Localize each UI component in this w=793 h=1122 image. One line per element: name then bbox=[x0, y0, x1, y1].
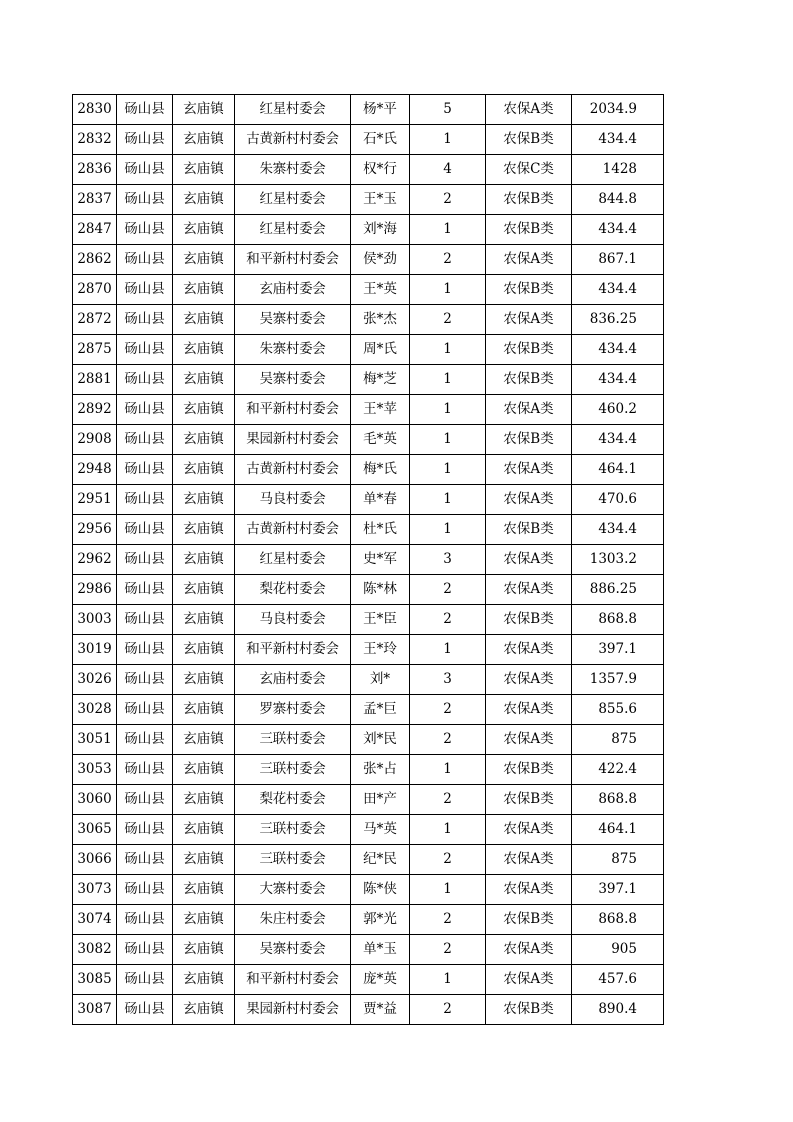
village-committee-cell: 古黄新村村委会 bbox=[235, 125, 351, 155]
village-committee-cell: 三联村委会 bbox=[235, 755, 351, 785]
table-row bbox=[73, 635, 664, 665]
amount-cell: 855.6 bbox=[572, 695, 664, 725]
county-cell: 砀山县 bbox=[117, 815, 173, 845]
record-id-cell: 3082 bbox=[73, 935, 117, 965]
village-committee-cell: 古黄新村村委会 bbox=[235, 455, 351, 485]
village-committee-cell: 吴寨村委会 bbox=[235, 305, 351, 335]
county-cell: 砀山县 bbox=[117, 275, 173, 305]
household-count-cell: 3 bbox=[410, 665, 486, 695]
record-id-cell: 2870 bbox=[73, 275, 117, 305]
town-cell: 玄庙镇 bbox=[173, 935, 235, 965]
table-row bbox=[73, 455, 664, 485]
town-cell: 玄庙镇 bbox=[173, 875, 235, 905]
insurance-category-cell: 农保B类 bbox=[486, 785, 572, 815]
person-name-cell: 侯*劲 bbox=[351, 245, 410, 275]
amount-cell: 434.4 bbox=[572, 275, 664, 305]
village-committee-cell: 吴寨村委会 bbox=[235, 365, 351, 395]
county-cell: 砀山县 bbox=[117, 545, 173, 575]
table-row bbox=[73, 875, 664, 905]
table-row bbox=[73, 995, 664, 1025]
record-id-cell: 3051 bbox=[73, 725, 117, 755]
county-cell: 砀山县 bbox=[117, 215, 173, 245]
table-row bbox=[73, 215, 664, 245]
table-row bbox=[73, 575, 664, 605]
village-committee-cell: 梨花村委会 bbox=[235, 575, 351, 605]
town-cell: 玄庙镇 bbox=[173, 335, 235, 365]
household-count-cell: 1 bbox=[410, 365, 486, 395]
village-committee-cell: 三联村委会 bbox=[235, 725, 351, 755]
insurance-category-cell: 农保B类 bbox=[486, 125, 572, 155]
amount-cell: 1303.2 bbox=[572, 545, 664, 575]
county-cell: 砀山县 bbox=[117, 875, 173, 905]
table-row bbox=[73, 515, 664, 545]
amount-cell: 1357.9 bbox=[572, 665, 664, 695]
record-id-cell: 3026 bbox=[73, 665, 117, 695]
county-cell: 砀山县 bbox=[117, 935, 173, 965]
person-name-cell: 王*玲 bbox=[351, 635, 410, 665]
person-name-cell: 杜*氏 bbox=[351, 515, 410, 545]
insurance-category-cell: 农保B类 bbox=[486, 905, 572, 935]
insurance-category-cell: 农保B类 bbox=[486, 275, 572, 305]
amount-cell: 2034.9 bbox=[572, 95, 664, 125]
village-committee-cell: 罗寨村委会 bbox=[235, 695, 351, 725]
county-cell: 砀山县 bbox=[117, 425, 173, 455]
amount-cell: 844.8 bbox=[572, 185, 664, 215]
county-cell: 砀山县 bbox=[117, 845, 173, 875]
person-name-cell: 杨*平 bbox=[351, 95, 410, 125]
county-cell: 砀山县 bbox=[117, 95, 173, 125]
record-id-cell: 2832 bbox=[73, 125, 117, 155]
county-cell: 砀山县 bbox=[117, 305, 173, 335]
town-cell: 玄庙镇 bbox=[173, 755, 235, 785]
village-committee-cell: 朱寨村委会 bbox=[235, 155, 351, 185]
county-cell: 砀山县 bbox=[117, 665, 173, 695]
household-count-cell: 5 bbox=[410, 95, 486, 125]
record-id-cell: 2836 bbox=[73, 155, 117, 185]
county-cell: 砀山县 bbox=[117, 185, 173, 215]
household-count-cell: 1 bbox=[410, 215, 486, 245]
insurance-category-cell: 农保A类 bbox=[486, 845, 572, 875]
insurance-category-cell: 农保B类 bbox=[486, 335, 572, 365]
person-name-cell: 田*产 bbox=[351, 785, 410, 815]
person-name-cell: 王*英 bbox=[351, 275, 410, 305]
person-name-cell: 孟*巨 bbox=[351, 695, 410, 725]
record-id-cell: 3087 bbox=[73, 995, 117, 1025]
record-id-cell: 3066 bbox=[73, 845, 117, 875]
record-id-cell: 2875 bbox=[73, 335, 117, 365]
town-cell: 玄庙镇 bbox=[173, 905, 235, 935]
household-count-cell: 1 bbox=[410, 455, 486, 485]
amount-cell: 397.1 bbox=[572, 875, 664, 905]
county-cell: 砀山县 bbox=[117, 695, 173, 725]
person-name-cell: 梅*芝 bbox=[351, 365, 410, 395]
village-committee-cell: 红星村委会 bbox=[235, 185, 351, 215]
insurance-category-cell: 农保B类 bbox=[486, 365, 572, 395]
record-id-cell: 2951 bbox=[73, 485, 117, 515]
table-row bbox=[73, 725, 664, 755]
county-cell: 砀山县 bbox=[117, 725, 173, 755]
insurance-category-cell: 农保C类 bbox=[486, 155, 572, 185]
amount-cell: 867.1 bbox=[572, 245, 664, 275]
household-count-cell: 1 bbox=[410, 815, 486, 845]
table-row bbox=[73, 125, 664, 155]
town-cell: 玄庙镇 bbox=[173, 185, 235, 215]
insurance-category-cell: 农保A类 bbox=[486, 935, 572, 965]
household-count-cell: 1 bbox=[410, 335, 486, 365]
village-committee-cell: 玄庙村委会 bbox=[235, 275, 351, 305]
record-id-cell: 2881 bbox=[73, 365, 117, 395]
record-id-cell: 2830 bbox=[73, 95, 117, 125]
household-count-cell: 2 bbox=[410, 575, 486, 605]
household-count-cell: 1 bbox=[410, 275, 486, 305]
village-committee-cell: 朱寨村委会 bbox=[235, 335, 351, 365]
county-cell: 砀山县 bbox=[117, 365, 173, 395]
insurance-category-cell: 农保B类 bbox=[486, 185, 572, 215]
person-name-cell: 陈*侠 bbox=[351, 875, 410, 905]
amount-cell: 422.4 bbox=[572, 755, 664, 785]
table-row bbox=[73, 845, 664, 875]
county-cell: 砀山县 bbox=[117, 785, 173, 815]
household-count-cell: 2 bbox=[410, 905, 486, 935]
village-committee-cell: 红星村委会 bbox=[235, 95, 351, 125]
record-id-cell: 2892 bbox=[73, 395, 117, 425]
record-id-cell: 3019 bbox=[73, 635, 117, 665]
household-count-cell: 1 bbox=[410, 965, 486, 995]
table-row bbox=[73, 95, 664, 125]
town-cell: 玄庙镇 bbox=[173, 365, 235, 395]
table-row bbox=[73, 905, 664, 935]
insurance-category-cell: 农保B类 bbox=[486, 515, 572, 545]
person-name-cell: 郭*光 bbox=[351, 905, 410, 935]
household-count-cell: 2 bbox=[410, 845, 486, 875]
county-cell: 砀山县 bbox=[117, 515, 173, 545]
record-id-cell: 2956 bbox=[73, 515, 117, 545]
household-count-cell: 1 bbox=[410, 425, 486, 455]
person-name-cell: 单*玉 bbox=[351, 935, 410, 965]
town-cell: 玄庙镇 bbox=[173, 635, 235, 665]
person-name-cell: 刘* bbox=[351, 665, 410, 695]
county-cell: 砀山县 bbox=[117, 635, 173, 665]
table-row bbox=[73, 335, 664, 365]
insurance-category-cell: 农保A类 bbox=[486, 665, 572, 695]
household-count-cell: 2 bbox=[410, 785, 486, 815]
amount-cell: 875 bbox=[572, 845, 664, 875]
insurance-category-cell: 农保A类 bbox=[486, 485, 572, 515]
village-committee-cell: 和平新村村委会 bbox=[235, 965, 351, 995]
town-cell: 玄庙镇 bbox=[173, 695, 235, 725]
household-count-cell: 4 bbox=[410, 155, 486, 185]
insurance-category-cell: 农保A类 bbox=[486, 305, 572, 335]
record-id-cell: 2962 bbox=[73, 545, 117, 575]
amount-cell: 457.6 bbox=[572, 965, 664, 995]
amount-cell: 464.1 bbox=[572, 455, 664, 485]
household-count-cell: 1 bbox=[410, 395, 486, 425]
household-count-cell: 2 bbox=[410, 185, 486, 215]
person-name-cell: 刘*海 bbox=[351, 215, 410, 245]
village-committee-cell: 和平新村村委会 bbox=[235, 245, 351, 275]
town-cell: 玄庙镇 bbox=[173, 515, 235, 545]
town-cell: 玄庙镇 bbox=[173, 845, 235, 875]
person-name-cell: 陈*林 bbox=[351, 575, 410, 605]
county-cell: 砀山县 bbox=[117, 395, 173, 425]
record-id-cell: 2862 bbox=[73, 245, 117, 275]
county-cell: 砀山县 bbox=[117, 605, 173, 635]
household-count-cell: 2 bbox=[410, 995, 486, 1025]
amount-cell: 434.4 bbox=[572, 425, 664, 455]
county-cell: 砀山县 bbox=[117, 155, 173, 185]
amount-cell: 875 bbox=[572, 725, 664, 755]
village-committee-cell: 和平新村村委会 bbox=[235, 635, 351, 665]
household-count-cell: 2 bbox=[410, 935, 486, 965]
town-cell: 玄庙镇 bbox=[173, 725, 235, 755]
table-row bbox=[73, 965, 664, 995]
table-row bbox=[73, 395, 664, 425]
town-cell: 玄庙镇 bbox=[173, 575, 235, 605]
table-row bbox=[73, 305, 664, 335]
insurance-category-cell: 农保A类 bbox=[486, 725, 572, 755]
person-name-cell: 张*杰 bbox=[351, 305, 410, 335]
village-committee-cell: 大寨村委会 bbox=[235, 875, 351, 905]
village-committee-cell: 三联村委会 bbox=[235, 815, 351, 845]
table-row bbox=[73, 755, 664, 785]
data-table bbox=[72, 94, 664, 1025]
county-cell: 砀山县 bbox=[117, 335, 173, 365]
table-row bbox=[73, 665, 664, 695]
insurance-category-cell: 农保B类 bbox=[486, 755, 572, 785]
insurance-category-cell: 农保A类 bbox=[486, 455, 572, 485]
household-count-cell: 1 bbox=[410, 875, 486, 905]
person-name-cell: 周*氏 bbox=[351, 335, 410, 365]
table-row bbox=[73, 275, 664, 305]
village-committee-cell: 古黄新村村委会 bbox=[235, 515, 351, 545]
table-row bbox=[73, 695, 664, 725]
amount-cell: 905 bbox=[572, 935, 664, 965]
record-id-cell: 2908 bbox=[73, 425, 117, 455]
table-row bbox=[73, 935, 664, 965]
amount-cell: 434.4 bbox=[572, 365, 664, 395]
town-cell: 玄庙镇 bbox=[173, 305, 235, 335]
county-cell: 砀山县 bbox=[117, 485, 173, 515]
person-name-cell: 王*玉 bbox=[351, 185, 410, 215]
village-committee-cell: 朱庄村委会 bbox=[235, 905, 351, 935]
table-row bbox=[73, 485, 664, 515]
town-cell: 玄庙镇 bbox=[173, 785, 235, 815]
record-id-cell: 3065 bbox=[73, 815, 117, 845]
amount-cell: 868.8 bbox=[572, 785, 664, 815]
record-id-cell: 2837 bbox=[73, 185, 117, 215]
household-count-cell: 2 bbox=[410, 305, 486, 335]
insurance-category-cell: 农保A类 bbox=[486, 575, 572, 605]
town-cell: 玄庙镇 bbox=[173, 545, 235, 575]
insurance-category-cell: 农保A类 bbox=[486, 545, 572, 575]
county-cell: 砀山县 bbox=[117, 245, 173, 275]
village-committee-cell: 吴寨村委会 bbox=[235, 935, 351, 965]
insurance-category-cell: 农保A类 bbox=[486, 695, 572, 725]
village-committee-cell: 马良村委会 bbox=[235, 605, 351, 635]
village-committee-cell: 红星村委会 bbox=[235, 215, 351, 245]
amount-cell: 460.2 bbox=[572, 395, 664, 425]
village-committee-cell: 梨花村委会 bbox=[235, 785, 351, 815]
amount-cell: 1428 bbox=[572, 155, 664, 185]
town-cell: 玄庙镇 bbox=[173, 125, 235, 155]
county-cell: 砀山县 bbox=[117, 125, 173, 155]
insurance-category-cell: 农保B类 bbox=[486, 605, 572, 635]
table-row bbox=[73, 815, 664, 845]
village-committee-cell: 玄庙村委会 bbox=[235, 665, 351, 695]
amount-cell: 868.8 bbox=[572, 605, 664, 635]
table-row bbox=[73, 425, 664, 455]
town-cell: 玄庙镇 bbox=[173, 815, 235, 845]
amount-cell: 464.1 bbox=[572, 815, 664, 845]
village-committee-cell: 果园新村村委会 bbox=[235, 425, 351, 455]
household-count-cell: 3 bbox=[410, 545, 486, 575]
county-cell: 砀山县 bbox=[117, 905, 173, 935]
table-row bbox=[73, 365, 664, 395]
town-cell: 玄庙镇 bbox=[173, 95, 235, 125]
person-name-cell: 毛*英 bbox=[351, 425, 410, 455]
person-name-cell: 纪*民 bbox=[351, 845, 410, 875]
household-count-cell: 2 bbox=[410, 245, 486, 275]
household-count-cell: 1 bbox=[410, 485, 486, 515]
insurance-category-cell: 农保A类 bbox=[486, 635, 572, 665]
table-row bbox=[73, 245, 664, 275]
table-row bbox=[73, 155, 664, 185]
record-id-cell: 3003 bbox=[73, 605, 117, 635]
insurance-category-cell: 农保A类 bbox=[486, 815, 572, 845]
person-name-cell: 刘*民 bbox=[351, 725, 410, 755]
person-name-cell: 单*春 bbox=[351, 485, 410, 515]
village-committee-cell: 马良村委会 bbox=[235, 485, 351, 515]
table-row bbox=[73, 785, 664, 815]
person-name-cell: 马*英 bbox=[351, 815, 410, 845]
insurance-category-cell: 农保A类 bbox=[486, 95, 572, 125]
amount-cell: 886.25 bbox=[572, 575, 664, 605]
amount-cell: 434.4 bbox=[572, 515, 664, 545]
town-cell: 玄庙镇 bbox=[173, 245, 235, 275]
household-count-cell: 1 bbox=[410, 635, 486, 665]
household-count-cell: 2 bbox=[410, 695, 486, 725]
town-cell: 玄庙镇 bbox=[173, 665, 235, 695]
town-cell: 玄庙镇 bbox=[173, 965, 235, 995]
insurance-category-cell: 农保B类 bbox=[486, 215, 572, 245]
amount-cell: 434.4 bbox=[572, 125, 664, 155]
record-id-cell: 3060 bbox=[73, 785, 117, 815]
record-id-cell: 3074 bbox=[73, 905, 117, 935]
county-cell: 砀山县 bbox=[117, 455, 173, 485]
town-cell: 玄庙镇 bbox=[173, 275, 235, 305]
town-cell: 玄庙镇 bbox=[173, 395, 235, 425]
amount-cell: 470.6 bbox=[572, 485, 664, 515]
table-row bbox=[73, 185, 664, 215]
record-id-cell: 3028 bbox=[73, 695, 117, 725]
county-cell: 砀山县 bbox=[117, 575, 173, 605]
insurance-category-cell: 农保A类 bbox=[486, 395, 572, 425]
record-id-cell: 2948 bbox=[73, 455, 117, 485]
amount-cell: 836.25 bbox=[572, 305, 664, 335]
record-id-cell: 3085 bbox=[73, 965, 117, 995]
town-cell: 玄庙镇 bbox=[173, 605, 235, 635]
county-cell: 砀山县 bbox=[117, 965, 173, 995]
person-name-cell: 贾*益 bbox=[351, 995, 410, 1025]
record-id-cell: 3073 bbox=[73, 875, 117, 905]
insurance-category-cell: 农保A类 bbox=[486, 965, 572, 995]
household-count-cell: 1 bbox=[410, 755, 486, 785]
amount-cell: 397.1 bbox=[572, 635, 664, 665]
table-row bbox=[73, 545, 664, 575]
amount-cell: 434.4 bbox=[572, 215, 664, 245]
town-cell: 玄庙镇 bbox=[173, 485, 235, 515]
town-cell: 玄庙镇 bbox=[173, 155, 235, 185]
household-count-cell: 1 bbox=[410, 125, 486, 155]
insurance-category-cell: 农保B类 bbox=[486, 995, 572, 1025]
record-id-cell: 2986 bbox=[73, 575, 117, 605]
amount-cell: 890.4 bbox=[572, 995, 664, 1025]
household-count-cell: 2 bbox=[410, 725, 486, 755]
household-count-cell: 2 bbox=[410, 605, 486, 635]
amount-cell: 434.4 bbox=[572, 335, 664, 365]
town-cell: 玄庙镇 bbox=[173, 215, 235, 245]
person-name-cell: 庞*英 bbox=[351, 965, 410, 995]
town-cell: 玄庙镇 bbox=[173, 425, 235, 455]
town-cell: 玄庙镇 bbox=[173, 995, 235, 1025]
person-name-cell: 权*行 bbox=[351, 155, 410, 185]
table-body bbox=[73, 95, 664, 1025]
person-name-cell: 史*军 bbox=[351, 545, 410, 575]
record-id-cell: 2872 bbox=[73, 305, 117, 335]
insurance-category-cell: 农保A类 bbox=[486, 245, 572, 275]
village-committee-cell: 三联村委会 bbox=[235, 845, 351, 875]
table-row bbox=[73, 605, 664, 635]
person-name-cell: 王*苹 bbox=[351, 395, 410, 425]
county-cell: 砀山县 bbox=[117, 755, 173, 785]
person-name-cell: 梅*氏 bbox=[351, 455, 410, 485]
village-committee-cell: 果园新村村委会 bbox=[235, 995, 351, 1025]
county-cell: 砀山县 bbox=[117, 995, 173, 1025]
village-committee-cell: 红星村委会 bbox=[235, 545, 351, 575]
record-id-cell: 2847 bbox=[73, 215, 117, 245]
person-name-cell: 石*氏 bbox=[351, 125, 410, 155]
household-count-cell: 1 bbox=[410, 515, 486, 545]
person-name-cell: 张*占 bbox=[351, 755, 410, 785]
insurance-category-cell: 农保A类 bbox=[486, 875, 572, 905]
village-committee-cell: 和平新村村委会 bbox=[235, 395, 351, 425]
record-id-cell: 3053 bbox=[73, 755, 117, 785]
person-name-cell: 王*臣 bbox=[351, 605, 410, 635]
insurance-category-cell: 农保B类 bbox=[486, 425, 572, 455]
town-cell: 玄庙镇 bbox=[173, 455, 235, 485]
amount-cell: 868.8 bbox=[572, 905, 664, 935]
